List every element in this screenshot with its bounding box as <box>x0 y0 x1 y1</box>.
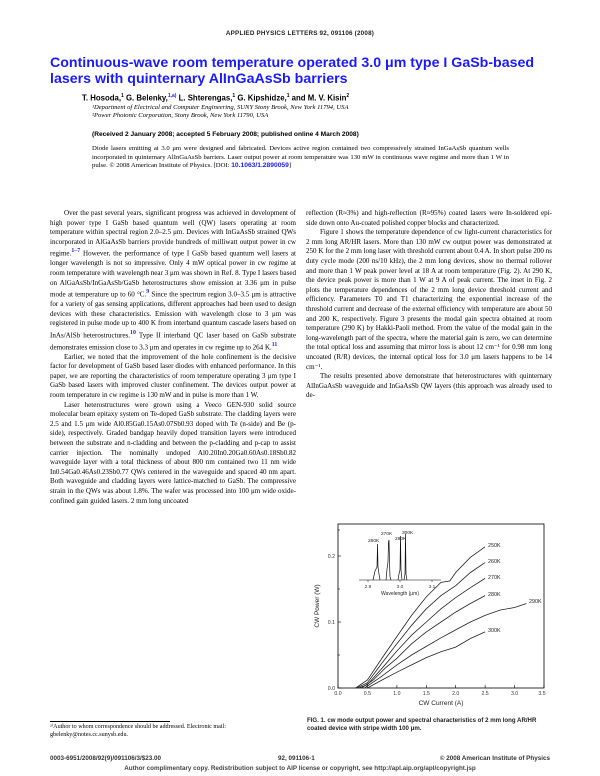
paragraph: reflection (R≈3%) and high-reflection (R≈95%) coated lasers were In-soldered epi-side down onto Au-coated polished copper blocks and characterized. <box>306 209 552 227</box>
inset-x-label: Wavelength (μm) <box>381 591 419 597</box>
spectrum-290K <box>398 536 402 580</box>
spectrum-270K <box>386 540 391 580</box>
figure-1 <box>307 522 551 714</box>
x-axis-label: CW Current (A) <box>418 700 464 707</box>
paragraph-text: Type II interband QC laser based on GaSb substrate demonstrates emission close to 3.3 μm and operates in cw regime up to 264 K. <box>50 331 296 352</box>
label-250K: 250K <box>488 543 501 549</box>
curve-labels <box>488 543 542 634</box>
footnote-divider <box>50 721 170 722</box>
author: G. Belenky, <box>125 93 168 103</box>
label-300K: 300K <box>488 628 501 634</box>
curve-260K <box>357 563 485 688</box>
paragraph: Figure 1 shows the temperature dependence of cw light-current characteristics for 2 mm long AR/HR lasers. More than 130 mW cw output power was demonstrated at 250 K for the 2 mm long laser with threshold current about 0.4 A. In short pulse 200 ns duty cycle mode (200 ns/10 kHz), the 2 mm long devices, show no thermal rollover and more than 1 W peak power level at 18 A at room temperature (Fig. 2). At 290 K, the device peak power is more than 1 W at 9 A of peak current. The inset in Fig. 2 plots the temperature dependences of the 2 mm long device threshold current and efficiency. Parameters T0 and T1 characterizing the exponential increase of the threshold current and decrease of the external efficiency with temperature are about 50 and 200 K, respectively. Figure 3 presents the modal gain spectra obtained at room temperature (290 K) by Hakki-Paoli method. From the value of the modal gain in the long-wavelength part of the spectra, where the material gain is zero, we can determine the total optical loss and assuming that mirror loss is about 12 cm⁻¹ for 0.98 mm long uncoated (R/R) devices, the internal optical loss for 3.0 μm lasers happens to be 14 cm⁻¹. <box>306 228 552 371</box>
left-column <box>50 209 296 506</box>
author-list <box>82 91 542 104</box>
y-tick-labels <box>328 554 335 692</box>
svg-text:3.0: 3.0 <box>396 585 404 590</box>
plot-frame <box>338 524 544 688</box>
affiliation: ²Power Photonic Corporation, Stony Brook, New York 11790, USA <box>92 112 269 119</box>
label-270K: 270K <box>488 575 501 581</box>
svg-text:0.0: 0.0 <box>327 686 335 692</box>
inset-label-300K: 300K <box>402 531 414 536</box>
affiliation-mark: 2 <box>346 93 350 99</box>
footer-page-number: 92, 091106-1 <box>278 755 315 762</box>
inset-label-270K: 270K <box>381 532 393 537</box>
author: T. Hosoda, <box>82 93 121 103</box>
received-dates: (Received 2 January 2008; accepted 5 February 2008; published online 4 March 2008) <box>92 131 359 138</box>
paragraph-text: Since the spectrum region 3.0–3.5 μm is attractive for a variety of gas sensing applications, different approaches had been used to design devices with these characteristics. Emission with wavelength close to 3 μm was registered in pulse mode up to 400 K from interband quantum cascade lasers based on InAs/AlSb heterostructures. <box>50 290 296 340</box>
curve-250K <box>356 547 486 688</box>
paragraph-text: Over the past several years, significant progress was achieved in development of high power type I GaSb based quantum well (QW) lasers operating at room temperature within spectral region 2.0–2.5 μm. Devices with InGaAsSb strained QWs incorporated in AlGaAsSb barriers provide hundreds of milliwatt output power in cw regime. <box>50 209 296 258</box>
svg-text:3.0: 3.0 <box>510 691 519 697</box>
curve-300K <box>367 632 485 688</box>
footer-issn: 0003-6951/2008/92(9)/091106/3/$23.00 <box>50 755 161 762</box>
svg-text:3.1: 3.1 <box>428 585 436 590</box>
spectrum-260K <box>373 544 380 580</box>
footer-copyright: © 2008 American Institute of Physics <box>439 755 550 762</box>
svg-text:3.5: 3.5 <box>538 691 546 697</box>
svg-text:2.9: 2.9 <box>364 585 372 590</box>
abstract <box>92 145 509 171</box>
figure-caption: FIG. 1. cw mode output power and spectral characteristics of 2 mm long AR/HR coated device with stripe width 100 μm. <box>307 717 537 732</box>
x-tick-labels <box>334 691 545 697</box>
affiliation-mark: 1 <box>232 93 236 99</box>
paragraph: Laser heterostructures were grown using a Veeco GEN-930 solid source molecular beam epitaxy system on Te-doped GaSb substrate. The cladding layers were 2.5 and 1.5 μm wide Al0.85Ga0.15As0.07Sb0.93 doped with Te (n-side) and Be (p-side), respectively. Graded bandgap heavily doped transition layers were introduced between the substrate and n-cladding and between the p-cladding and p-cap to assist carrier injection. The nominally undoped Al0.20In0.20Ga0.60As0.18Sb0.82 waveguide layer with a total thickness of about 800 nm contained two 11 nm wide In0.54Ga0.46As0.23Sb0.77 QWs centered in the waveguide and spaced 40 nm apart. Both waveguide and cladding layers were lattice-matched to GaSb. The compressive strain in the QWs was about 1.8%. The wafer was processed into 100 μm wide oxide-confined gain guided lasers. 2 mm long uncoated <box>50 400 296 505</box>
y-ticks <box>338 530 341 688</box>
svg-text:0.2: 0.2 <box>327 554 335 560</box>
svg-text:0.0: 0.0 <box>334 691 342 697</box>
author: and M. V. Kisin <box>291 93 347 103</box>
lic-curves <box>356 547 527 688</box>
y-axis-label: CW Power (W) <box>314 584 321 628</box>
svg-text:1.5: 1.5 <box>422 691 430 697</box>
affiliation-mark: 1 <box>286 93 290 99</box>
paragraph: Earlier, we noted that the improvement of the hole confinement is the decisive factor for development of GaSb based laser diodes with enhanced performance. In this paper, we are reporting the characteristics of room temperature operating 3 μm type I GaSb based lasers with improved cluster confinement. The devices output power at room temperature in cw regime is 130 mW and in pulse is more than 1 W. <box>50 352 296 400</box>
inset-label-260K: 260K <box>368 539 380 544</box>
abstract-text: Diode lasers emitting at 3.0 μm were designed and fabricated. Devices active region contained two compressively strained InGaAsSb quantum wells incorporated in quinternary AlInGaAsSb barriers. Laser output power at room temperature was 130 mW in continuous wave regime and more than 1 W in pulse. © 2008 American Institute of Physics. <box>92 145 509 170</box>
label-280K: 280K <box>488 592 501 598</box>
paragraph <box>50 209 296 353</box>
svg-text:2.5: 2.5 <box>481 691 489 697</box>
running-head: APPLIED PHYSICS LETTERS 92, 091106 (2008) <box>225 30 375 37</box>
doi-suffix: ] <box>288 162 292 170</box>
label-260K: 260K <box>488 559 501 565</box>
reference-link[interactable]: 11 <box>271 341 278 348</box>
reference-link[interactable]: 9 <box>146 289 150 296</box>
svg-text:0.1: 0.1 <box>327 620 335 626</box>
cw-power-chart <box>307 522 551 714</box>
author: G. Kipshidze, <box>237 93 287 103</box>
paragraph: The results presented above demonstrate that heterostructures with quinternary AlInGaAsSb waveguide and InGaAsSb QW layers (this approach was already used to de- <box>306 372 552 400</box>
paper-title: Continuous-wave room temperature operated 3.0 μm type I GaSb-based lasers with quinternary AlInGaAsSb barriers <box>50 55 535 87</box>
doi-prefix: [DOI: <box>213 162 232 170</box>
svg-text:1.0: 1.0 <box>393 691 401 697</box>
reference-link[interactable]: 1–7 <box>71 248 81 255</box>
reference-link[interactable]: 10 <box>130 329 136 336</box>
footnote: ᵃ⁾Author to whom correspondence should be addressed. Electronic mail: gbelenky@notes.cc.sunysb.edu. <box>50 724 226 738</box>
author: L. Shterengas, <box>178 93 233 103</box>
curve-280K <box>362 596 486 688</box>
doi-link[interactable]: 10.1063/1.2890059 <box>231 162 289 170</box>
footnote-link[interactable]: 1,a) <box>167 93 177 99</box>
curve-290K <box>365 604 527 689</box>
inset-spectra <box>359 530 441 597</box>
curve-270K <box>359 578 486 688</box>
affiliation: ¹Department of Electrical and Computer Engineering, SUNY Stony Brook, New York 11794, USA <box>92 104 349 111</box>
affiliation-mark: 1 <box>121 93 124 99</box>
svg-text:2.0: 2.0 <box>452 691 460 697</box>
download-notice: Author complimentary copy. Redistribution subject to AIP license or copyright, see http://apl.aip.org/apl/copyright.jsp <box>124 765 476 772</box>
paragraph-text: However, the performance of type I GaSb based quantum well lasers at longer wavelength is not so impressive. Only 4 mW optical power in cw regime at room temperature with wavelength near 3 μm was shown in Ref. 8. Type I lasers based on AlGaAsSb/InGaAsSb/GaSb heterostructures show emission at 3.36 μm in pulse mode at temperature up to 60 °C. <box>50 249 297 299</box>
inset-label-290K: 290K <box>395 537 407 542</box>
svg-text:0.5: 0.5 <box>363 691 372 697</box>
label-290K: 290K <box>529 599 542 605</box>
right-column <box>306 209 552 401</box>
